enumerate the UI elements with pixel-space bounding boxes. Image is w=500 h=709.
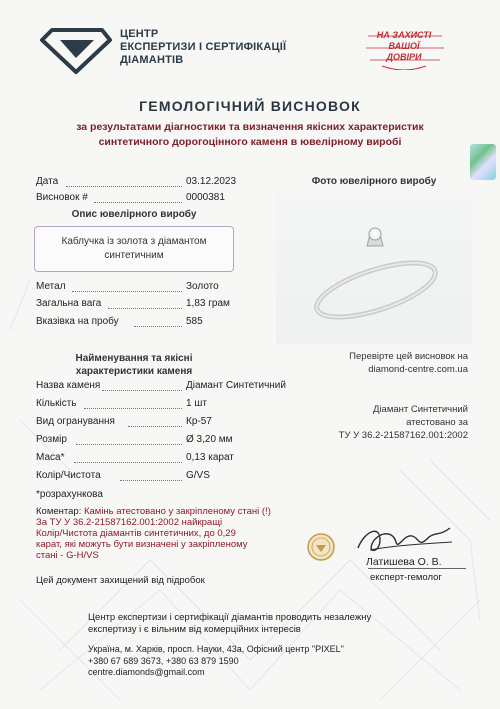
synthetic-line-3: ТУ У 36.2-21587162.001:2002 (338, 430, 468, 441)
org-line-3: ДІАМАНТІВ (120, 54, 184, 66)
signer-role: експерт-гемолог (370, 572, 442, 583)
comment-line-5: стані - G-H/VS (36, 550, 99, 561)
item-desc-line-2: синтетичним (104, 250, 164, 261)
comment-line-2: За ТУ У 36.2-21587162.001:2002 найкращі (36, 517, 223, 528)
metal-value: Золото (186, 281, 219, 292)
quantity-row (36, 398, 246, 411)
protection-note: Цей документ захищений від підробок (36, 575, 205, 586)
color-clarity-value: G/VS (186, 470, 210, 481)
footer-phones: +380 67 689 3673, +380 63 879 1590 (88, 655, 239, 666)
synthetic-line-1: Діамант Синтетичний (373, 404, 468, 415)
date-value: 03.12.2023 (186, 176, 237, 187)
hallmark-label: Вказівка на пробу (36, 316, 119, 327)
stone-heading-line-2: характеристики каменя (75, 366, 193, 377)
dotted-leader (120, 470, 182, 481)
stamp-line-3: ДОВІРИ (386, 52, 422, 62)
hallmark-value: 585 (186, 316, 203, 327)
mass-value: 0,13 карат (186, 452, 234, 463)
number-value: 0000381 (186, 192, 225, 203)
subtitle-line-2: синтетичного дорогоцінного каменя в ювелірному виробі (98, 136, 402, 148)
comment-label: Коментар: (36, 506, 84, 517)
stamp-line-1: НА ЗАХИСТІ (376, 30, 432, 40)
cut-label: Вид огранування (36, 416, 115, 427)
org-line-1: ЦЕНТР (120, 28, 159, 40)
stone-heading (36, 352, 232, 378)
dotted-leader (74, 452, 182, 463)
comment-line-1: Камінь атестовано у закріпленому стані (!) (83, 506, 271, 517)
stone-name-value: Діамант Синтетичний (186, 380, 286, 391)
dotted-leader (72, 281, 182, 292)
mass-row (36, 452, 246, 465)
footer-email[interactable]: centre.diamonds@gmail.com (88, 667, 205, 677)
color-clarity-label: Колір/Чистота (36, 470, 101, 481)
item-heading: Опис ювелірного виробу (71, 209, 197, 220)
org-line-2: ЕКСПЕРТИЗИ І СЕРТИФІКАЦІЇ (120, 41, 287, 53)
organization-name (120, 28, 286, 67)
weight-row (36, 298, 246, 311)
dotted-leader (84, 398, 182, 409)
hologram-icon (470, 144, 496, 180)
verify-line-1: Перевірте цей висновок на (349, 351, 468, 362)
signer-name: Латишева О. В. (366, 556, 442, 568)
mass-label: Маса* (36, 452, 65, 463)
footer-statement (88, 612, 371, 636)
subtitle-line-1: за результатами діагностики та визначення якісних характеристик (76, 121, 424, 133)
comment-line-3: Колір/Чистота діамантів синтетичних, до 0,29 (36, 528, 236, 539)
footer-line-2: експертизу і є вільним від комерційних інтересів (88, 624, 301, 635)
hallmark-row (36, 316, 246, 329)
trust-stamp (360, 30, 448, 70)
verify-link[interactable]: diamond-centre.com.ua (368, 364, 468, 375)
document-title: ГЕМОЛОГІЧНИЙ ВИСНОВОК (139, 98, 361, 114)
jewelry-photo (276, 194, 472, 344)
weight-label: Загальна вага (36, 298, 102, 309)
dotted-leader (66, 176, 182, 187)
size-row (36, 434, 246, 447)
dotted-leader (76, 434, 182, 445)
synthetic-attestation-note (300, 403, 468, 442)
dotted-leader (128, 416, 182, 427)
footnote: *розрахункова (36, 489, 103, 500)
stone-heading-line-1: Найменування та якісні (75, 353, 193, 364)
cut-row (36, 416, 246, 429)
stone-name-label: Назва каменя (36, 380, 101, 391)
dotted-leader (108, 298, 182, 309)
size-value: Ø 3,20 мм (186, 434, 233, 445)
cut-value: Кр-57 (186, 416, 212, 427)
verify-note (280, 350, 468, 376)
color-clarity-row (36, 470, 246, 483)
dotted-leader (134, 316, 182, 327)
quantity-value: 1 шт (186, 398, 207, 409)
footer-line-1: Центр експертизи і сертифікації діамантів проводить незалежну (88, 612, 372, 623)
metal-row (36, 281, 246, 294)
dotted-leader (94, 192, 182, 203)
stamp-frame-icon (360, 30, 448, 70)
item-description-box (34, 226, 234, 272)
date-row (36, 176, 246, 189)
number-label: Висновок # (36, 192, 88, 203)
gold-seal-icon (306, 532, 336, 562)
diamond-logo-icon (36, 26, 114, 76)
comment-line-4: карат, які можуть бути визначені у закріпленому (36, 539, 248, 550)
synthetic-line-2: атестовано за (406, 417, 468, 428)
dotted-leader (102, 380, 182, 391)
signature-line (368, 568, 466, 569)
ring-image-icon (276, 194, 472, 344)
item-desc-line-1: Каблучка із золота з діамантом (61, 236, 207, 247)
weight-value: 1,83 грам (186, 298, 230, 309)
size-label: Розмір (36, 434, 67, 445)
metal-label: Метал (36, 281, 66, 292)
date-label: Дата (36, 176, 59, 187)
stone-name-row (36, 380, 306, 393)
footer-address: Україна, м. Харків, просп. Науки, 43а, Офісний центр "PIXEL" (88, 644, 344, 654)
comment-block (36, 506, 306, 561)
quantity-label: Кількість (36, 398, 77, 409)
stamp-line-2: ВАШОЇ (388, 41, 420, 51)
number-row (36, 192, 246, 205)
footer-contacts (88, 644, 344, 679)
photo-title: Фото ювелірного виробу (311, 176, 437, 187)
